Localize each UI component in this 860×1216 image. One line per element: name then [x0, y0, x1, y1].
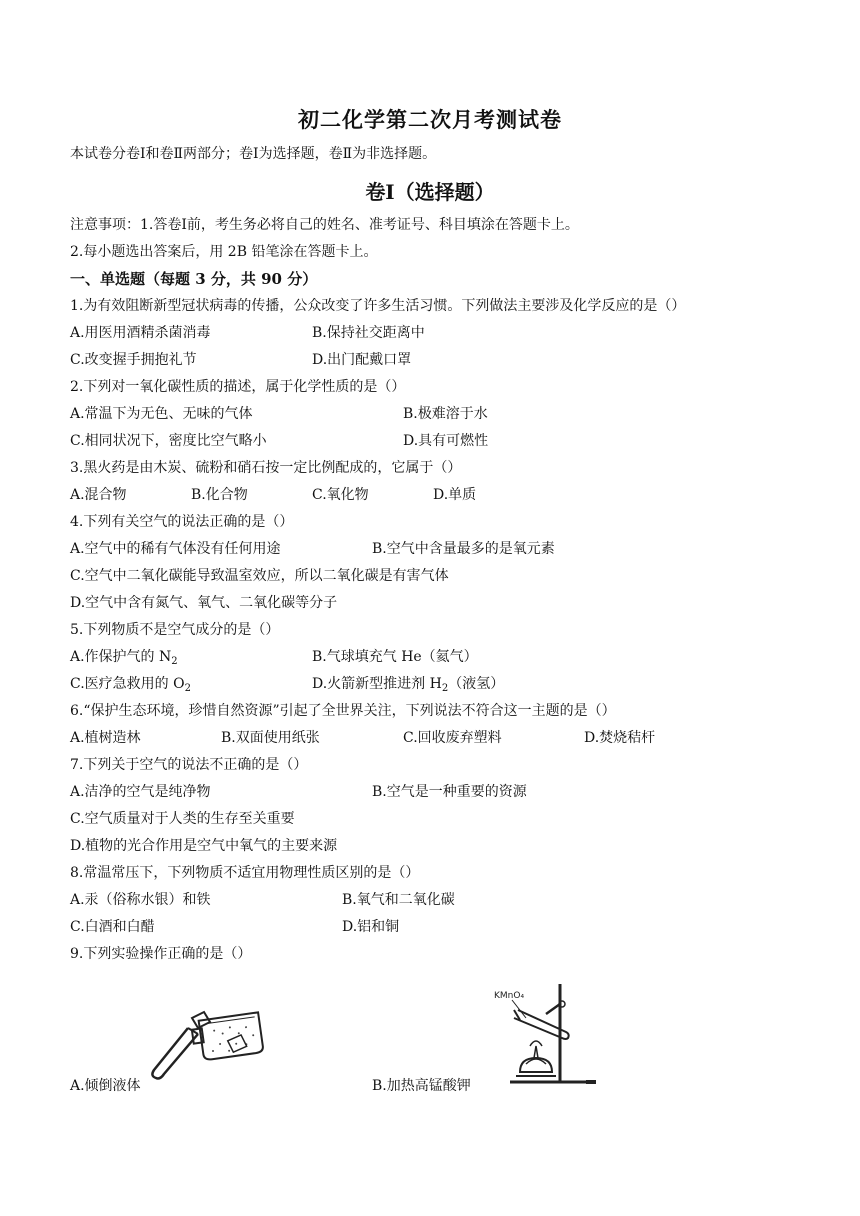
question-8-stem: 8.常温常压下，下列物质不适宜用物理性质区别的是（）	[70, 865, 420, 881]
question-2-option-a: A.常温下为无色、无味的气体	[70, 406, 253, 422]
question-3-stem: 3.黑火药是由木炭、硫粉和硝石按一定比例配成的，它属于（）	[70, 460, 462, 476]
question-5-option-d: D.火箭新型推进剂 $H_2$（液氢）	[312, 676, 505, 694]
question-3-option-d: D.单质	[433, 487, 477, 503]
question-2-option-c: C.相同状况下，密度比空气略小	[70, 433, 267, 449]
question-7-option-a: A.洁净的空气是纯净物	[70, 784, 211, 800]
question-5-option-c: C.医疗急救用的 $O_2$	[70, 676, 191, 694]
question-7-option-d: D.植物的光合作用是空气中氧气的主要来源	[70, 838, 338, 854]
question-3-option-b: B.化合物	[191, 487, 248, 503]
question-1-option-a: A.用医用酒精杀菌消毒	[70, 325, 211, 341]
question-4-option-a: A.空气中的稀有气体没有任何用途	[70, 541, 281, 557]
note-line-1: 注意事项：1.答卷Ⅰ前，考生务必将自己的姓名、准考证号、科目填涂在答题卡上。	[70, 217, 579, 233]
question-6-stem: 6.“保护生态环境，珍惜自然资源”引起了全世界关注，下列说法不符合这一主题的是（）	[70, 703, 616, 719]
question-4-option-d: D.空气中含有氮气、氧气、二氧化碳等分子	[70, 595, 338, 611]
section-title: 卷Ⅰ（选择题）	[365, 180, 495, 204]
question-5-stem: 5.下列物质不是空气成分的是（）	[70, 622, 280, 638]
question-8-option-d: D.铝和铜	[342, 919, 400, 935]
question-4-option-b: B.空气中含量最多的是氧元素	[372, 541, 555, 557]
intro-text: 本试卷分卷Ⅰ和卷Ⅱ两部分；卷Ⅰ为选择题，卷Ⅱ为非选择题。	[70, 146, 437, 162]
question-1-option-c: C.改变握手拥抱礼节	[70, 352, 197, 368]
question-3-option-a: A.混合物	[70, 487, 127, 503]
question-9-option-b: B.加热高锰酸钾	[372, 1078, 471, 1094]
question-6-option-b: B.双面使用纸张	[221, 730, 320, 746]
kmno4-label: KMnO₄	[494, 991, 525, 1001]
question-2-option-b: B.极难溶于水	[403, 406, 488, 422]
part-heading: 一、单选题（每题 3 分，共 90 分）	[70, 270, 318, 288]
question-5-option-b: B.气球填充气 He（氦气）	[312, 649, 478, 665]
question-7-stem: 7.下列关于空气的说法不正确的是（）	[70, 757, 308, 773]
question-9-option-a: A.倾倒液体	[70, 1078, 141, 1094]
question-8-option-a: A.汞（俗称水银）和铁	[70, 892, 211, 908]
question-8-option-c: C.白酒和白醋	[70, 919, 155, 935]
question-4-stem: 4.下列有关空气的说法正确的是（）	[70, 514, 294, 530]
question-6-option-d: D.焚烧秸杆	[584, 730, 656, 746]
question-8-option-b: B.氧气和二氧化碳	[342, 892, 455, 908]
question-1-stem: 1.为有效阻断新型冠状病毒的传播，公众改变了许多生活习惯。下列做法主要涉及化学反应的是（）	[70, 298, 686, 314]
question-5-option-a: A.作保护气的 $N_2$	[70, 649, 178, 667]
question-1-option-d: D.出门配戴口罩	[312, 352, 412, 368]
question-3-option-c: C.氧化物	[312, 487, 369, 503]
heating-kmno4-figure	[490, 980, 600, 1088]
note-line-2: 2.每小题选出答案后，用 2B 铅笔涂在答题卡上。	[70, 244, 378, 260]
question-7-option-c: C.空气质量对于人类的生存至关重要	[70, 811, 295, 827]
page-title: 初二化学第二次月考测试卷	[298, 107, 562, 132]
question-2-option-d: D.具有可燃性	[403, 433, 489, 449]
pouring-liquid-figure	[148, 998, 268, 1080]
question-9-stem: 9.下列实验操作正确的是（）	[70, 946, 252, 962]
reagent-bottle	[191, 1012, 264, 1061]
question-6-option-c: C.回收废弃塑料	[403, 730, 502, 746]
question-6-option-a: A.植树造林	[70, 730, 141, 746]
question-1-option-b: B.保持社交距离中	[312, 325, 425, 341]
question-2-stem: 2.下列对一氧化碳性质的描述，属于化学性质的是（）	[70, 379, 406, 395]
question-7-option-b: B.空气是一种重要的资源	[372, 784, 527, 800]
question-4-option-c: C.空气中二氧化碳能导致温室效应，所以二氧化碳是有害气体	[70, 568, 449, 584]
